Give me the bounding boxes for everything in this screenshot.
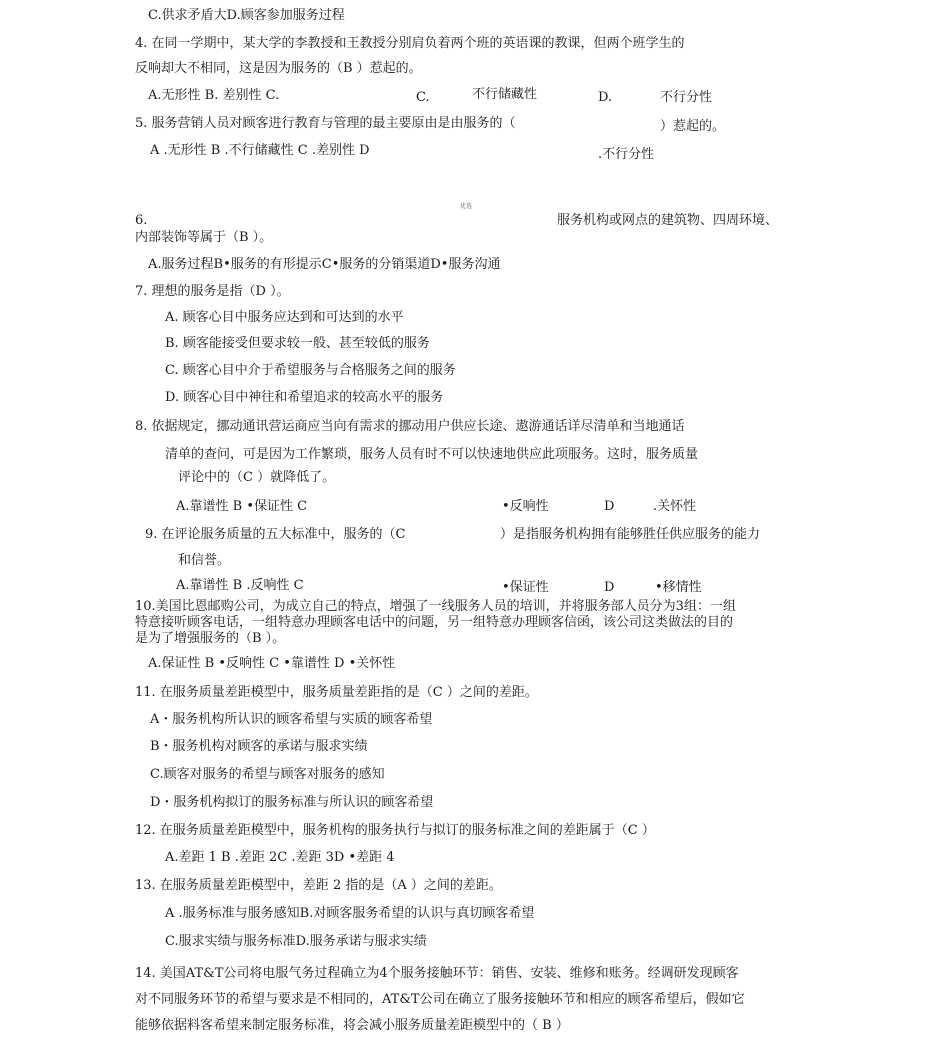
option-line: C. 顾客心目中介于希望服务与合格服务之间的服务 (165, 363, 456, 378)
option-line: B. 顾客能接受但要求较一般、甚至较低的服务 (165, 336, 430, 351)
option-line: C.服求实绩与服务标准D.服务承诺与服求实绩 (165, 934, 427, 949)
option-line: A.差距 1 B .差距 2C .差距 3D •差距 4 (165, 850, 395, 865)
question-11: 11. 在服务质量差距模型中，服务质量差距指的是（C ）之间的差距。 (135, 685, 538, 700)
option-line: •保证性 (502, 580, 549, 595)
text-line: ）是指服务机构拥有能够胜任供应服务的能力 (500, 527, 761, 542)
text-line: 评论中的（C ）就降低了。 (178, 470, 336, 485)
question-9: 9. 在评论服务质量的五大标准中，服务的（C (145, 527, 406, 542)
watermark-text: 优选 (460, 203, 473, 210)
text-line: 和信誉。 (178, 553, 231, 568)
question-4: 4. 在同一学期中，某大学的李教授和王教授分别肩负着两个班的英语课的教课，但两个班学生的 (135, 36, 685, 51)
option-line: A. 顾客心目中服务应达到和可达到的水平 (165, 310, 404, 325)
option-line: D (604, 499, 615, 514)
question-12: 12. 在服务质量差距模型中，服务机构的服务执行与拟订的服务标准之间的差距属于（C ） (135, 823, 655, 838)
text-line: ）惹起的。 (660, 119, 726, 134)
option-line: D・服务机构拟订的服务标准与所认识的顾客希望 (150, 795, 434, 810)
option-line: C. (416, 90, 430, 105)
option-line: D (604, 580, 615, 595)
text-line: C.供求矛盾大D.顾客参加服务过程 (148, 8, 345, 23)
question-7: 7. 理想的服务是指（D ）。 (135, 284, 290, 299)
text-line: 反响却大不相同，这是因为服务的（B ）惹起的。 (135, 61, 422, 76)
option-line: •移情性 (655, 580, 702, 595)
question-6: 6. (135, 213, 148, 228)
option-line: A.靠谱性 B •保证性 C (176, 499, 308, 514)
text-line: 特意接听顾客电话，一组特意办理顾客电话中的问题，另一组特意办理顾客信函，该公司这类做法的目的 (135, 615, 734, 630)
option-line: •反响性 (502, 499, 549, 514)
text-line: 内部装饰等属于（B ）。 (135, 230, 273, 245)
text-line: 对不同服务环节的希望与要求是不相同的，AT&T公司在确立了服务接触环节和相应的顾客希望后，假如它 (135, 992, 745, 1007)
option-line: A .服务标准与服务感知B.对顾客服务希望的认识与真切顾客希望 (165, 906, 535, 921)
option-line: 不行储藏性 (472, 87, 538, 102)
question-13: 13. 在服务质量差距模型中，差距 2 指的是（A ）之间的差距。 (135, 878, 502, 893)
option-line: .关怀性 (653, 499, 697, 514)
text-line: 能够依据料客希望来制定服务标准，将会减小服务质量差距模型中的（ B ） (135, 1018, 569, 1033)
text-line: 清单的查问，可是因为工作繁琐，服务人员有时不可以快速地供应此项服务。这时，服务质量 (165, 447, 699, 462)
question-10: 10.美国比恩邮购公司，为成立自己的特点，增强了一线服务人员的培训，并将服务部人员分为3组：一组 (135, 599, 736, 614)
option-line: D. 顾客心目中神往和希望追求的较高水平的服务 (165, 390, 444, 405)
option-line: A.靠谱性 B .反响性 C (176, 578, 304, 593)
option-line: C.顾客对服务的希望与顾客对服务的感知 (150, 767, 385, 782)
option-line: A・服务机构所认识的顾客希望与实质的顾客希望 (150, 712, 433, 727)
option-line: B・服务机构对顾客的承诺与服求实绩 (150, 739, 368, 754)
option-line: A .无形性 B .不行储藏性 C .差别性 D (150, 143, 370, 158)
option-line: 不行分性 (660, 90, 713, 105)
text-line: 是为了增强服务的（B ）。 (135, 631, 286, 646)
option-line: D. (598, 90, 613, 105)
question-14: 14. 美国AT&T公司将电服气务过程确立为4个服务接触环节：销售、安装、维修和账务。经调研发现顾客 (135, 966, 739, 981)
question-5: 5. 服务营销人员对顾客进行教育与管理的最主要原由是由服务的（ (135, 116, 516, 131)
option-line: A.服务过程B•服务的有形提示C•服务的分销渠道D•服务沟通 (148, 257, 501, 272)
option-line: A.保证性 B •反响性 C •靠谱性 D •关怀性 (148, 656, 396, 671)
option-line: A.无形性 B. 差别性 C. (148, 88, 280, 103)
text-line: 服务机构或网点的建筑物、四周环境、 (557, 213, 779, 228)
option-line: .不行分性 (598, 147, 655, 162)
question-8: 8. 依据规定，挪动通讯营运商应当向有需求的挪动用户供应长途、遨游通话详尽清单和当地通话 (135, 419, 685, 434)
